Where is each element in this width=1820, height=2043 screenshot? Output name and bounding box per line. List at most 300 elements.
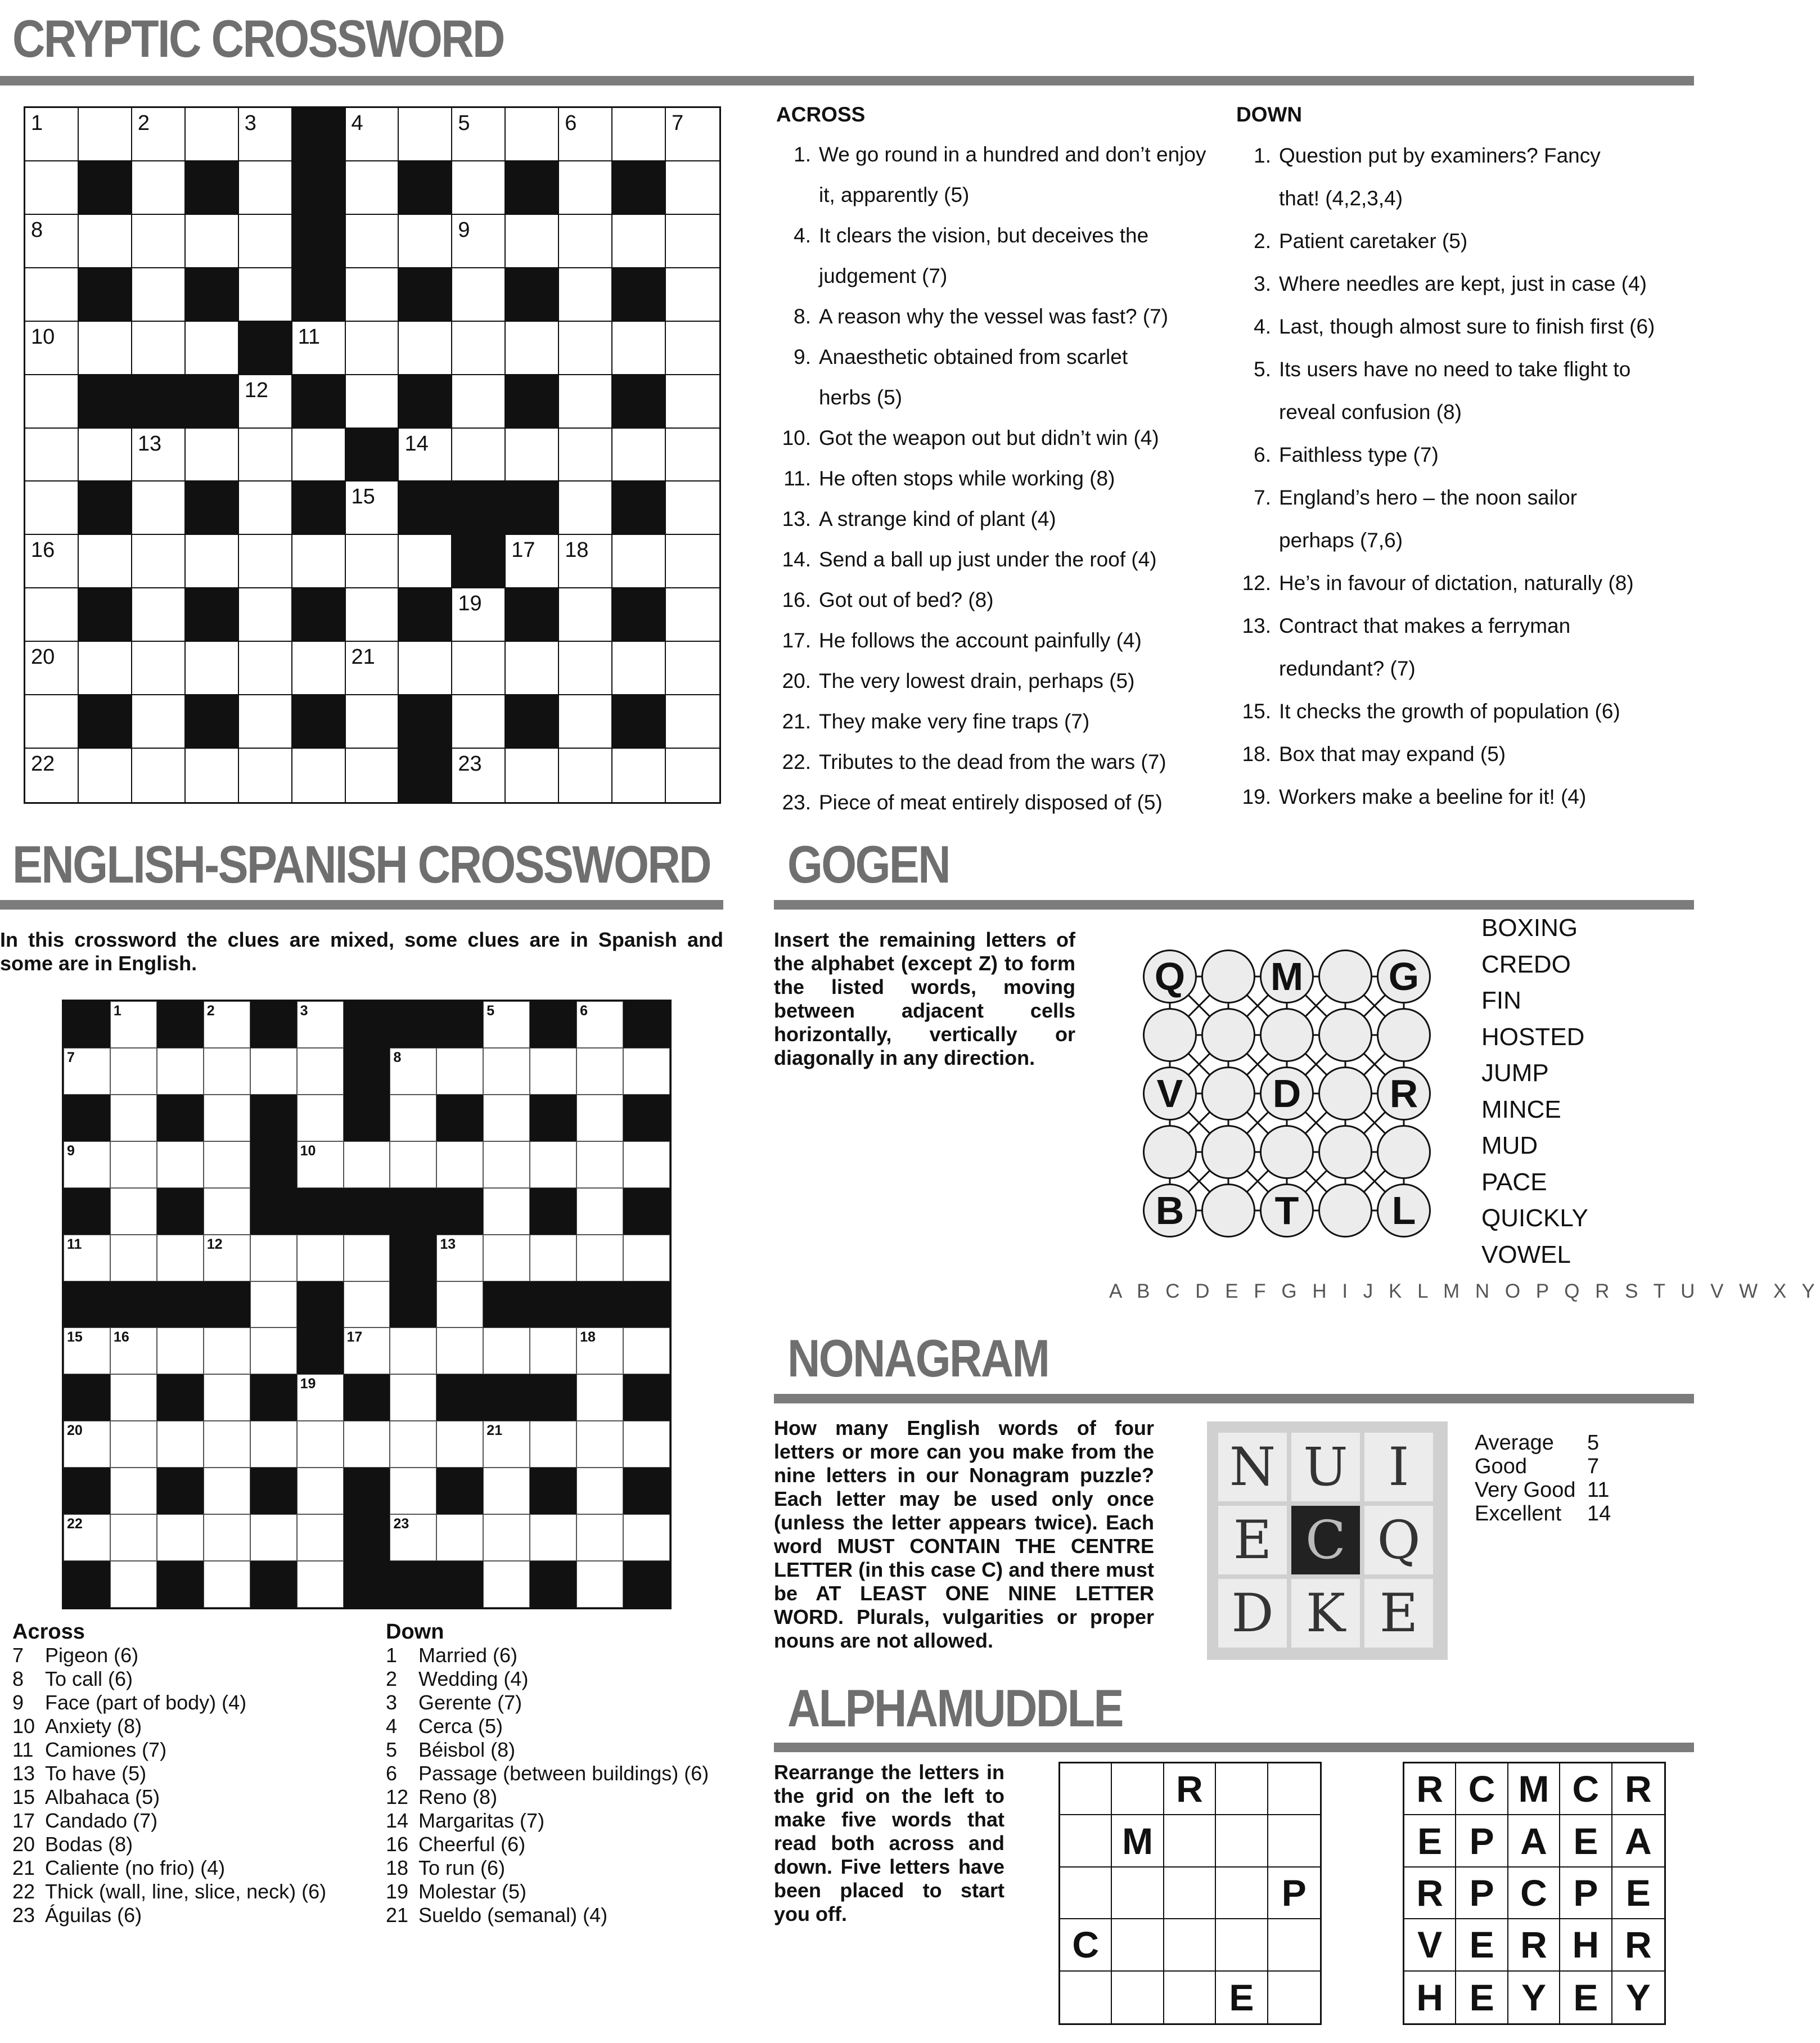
grid-cell[interactable] xyxy=(204,1421,250,1468)
grid-cell[interactable] xyxy=(346,535,399,588)
grid-cell[interactable] xyxy=(64,1421,110,1468)
grid-cell[interactable] xyxy=(110,1141,157,1188)
alphamuddle-cell[interactable]: C xyxy=(1060,1919,1112,1971)
grid-cell[interactable] xyxy=(666,375,719,429)
gogen-cell[interactable] xyxy=(1143,1125,1197,1179)
cryptic-grid[interactable] xyxy=(24,106,721,804)
alphamuddle-cell[interactable] xyxy=(1268,1763,1320,1815)
grid-cell[interactable] xyxy=(399,535,452,588)
grid-cell[interactable] xyxy=(110,1514,157,1561)
grid-cell[interactable] xyxy=(346,322,399,375)
grid-cell[interactable] xyxy=(559,535,612,588)
grid-cell[interactable] xyxy=(346,215,399,268)
grid-cell[interactable] xyxy=(452,215,506,268)
grid-cell[interactable] xyxy=(25,695,79,749)
grid-cell[interactable] xyxy=(576,1235,623,1281)
alphamuddle-cell[interactable] xyxy=(1216,1919,1268,1971)
grid-cell[interactable] xyxy=(204,1141,250,1188)
grid-cell[interactable] xyxy=(559,482,612,535)
grid-cell[interactable] xyxy=(250,1514,297,1561)
grid-cell[interactable] xyxy=(25,375,79,429)
grid-cell[interactable] xyxy=(344,1281,390,1328)
grid-cell[interactable] xyxy=(666,749,719,802)
grid-cell[interactable] xyxy=(25,268,79,322)
grid-cell[interactable] xyxy=(530,1141,576,1188)
gogen-cell[interactable]: L xyxy=(1377,1184,1431,1238)
grid-cell[interactable] xyxy=(344,1421,390,1468)
grid-cell[interactable] xyxy=(239,108,292,161)
grid-cell[interactable] xyxy=(132,535,186,588)
grid-cell[interactable] xyxy=(186,429,239,482)
grid-cell[interactable] xyxy=(666,588,719,642)
grid-cell[interactable] xyxy=(390,1468,436,1514)
grid-cell[interactable] xyxy=(436,1514,483,1561)
grid-cell[interactable] xyxy=(297,1095,344,1141)
alphamuddle-cell[interactable] xyxy=(1268,1815,1320,1867)
grid-cell[interactable] xyxy=(399,215,452,268)
grid-cell[interactable] xyxy=(346,695,399,749)
grid-cell[interactable] xyxy=(186,749,239,802)
grid-cell[interactable] xyxy=(110,1374,157,1421)
grid-cell[interactable] xyxy=(344,1328,390,1374)
grid-cell[interactable] xyxy=(132,749,186,802)
grid-cell[interactable] xyxy=(483,1421,530,1468)
grid-cell[interactable] xyxy=(399,108,452,161)
grid-cell[interactable] xyxy=(239,588,292,642)
grid-cell[interactable] xyxy=(559,588,612,642)
gogen-cell[interactable]: D xyxy=(1260,1066,1314,1120)
clue-text: Face (part of body) (4) xyxy=(45,1691,247,1714)
gogen-cell[interactable] xyxy=(1377,1125,1431,1179)
grid-cell[interactable] xyxy=(297,1514,344,1561)
grid-cell[interactable] xyxy=(623,1235,670,1281)
grid-cell[interactable] xyxy=(25,322,79,375)
grid-cell[interactable] xyxy=(297,1561,344,1608)
grid-cell[interactable] xyxy=(483,1561,530,1608)
grid-cell[interactable] xyxy=(666,429,719,482)
gogen-cell[interactable] xyxy=(1201,1184,1255,1238)
grid-cell[interactable] xyxy=(132,215,186,268)
grid-cell[interactable] xyxy=(250,1235,297,1281)
grid-cell[interactable] xyxy=(399,429,452,482)
grid-cell[interactable] xyxy=(612,215,666,268)
grid-cell[interactable] xyxy=(452,642,506,695)
grid-cell[interactable] xyxy=(186,215,239,268)
grid-cell[interactable] xyxy=(250,1421,297,1468)
grid-cell[interactable] xyxy=(79,322,132,375)
grid-cell[interactable] xyxy=(506,642,559,695)
alphamuddle-cell[interactable] xyxy=(1164,1972,1216,2023)
alphamuddle-cell[interactable] xyxy=(1216,1815,1268,1867)
black-cell xyxy=(157,1374,204,1421)
grid-cell[interactable] xyxy=(390,1514,436,1561)
grid-cell[interactable] xyxy=(79,749,132,802)
grid-cell[interactable] xyxy=(25,535,79,588)
grid-cell[interactable] xyxy=(436,1141,483,1188)
grid-cell[interactable] xyxy=(483,1328,530,1374)
grid-cell[interactable] xyxy=(623,1421,670,1468)
alphamuddle-cell[interactable] xyxy=(1164,1919,1216,1971)
gogen-cell[interactable]: R xyxy=(1377,1066,1431,1120)
grid-cell[interactable] xyxy=(623,1048,670,1095)
grid-cell[interactable] xyxy=(204,1514,250,1561)
grid-cell[interactable] xyxy=(452,588,506,642)
gogen-cell[interactable] xyxy=(1318,1008,1372,1062)
black-cell xyxy=(292,695,346,749)
grid-cell[interactable] xyxy=(132,482,186,535)
grid-cell[interactable] xyxy=(25,215,79,268)
grid-cell[interactable] xyxy=(576,1095,623,1141)
alphamuddle-cell[interactable] xyxy=(1112,1919,1164,1971)
grid-cell[interactable] xyxy=(666,535,719,588)
grid-cell[interactable] xyxy=(239,429,292,482)
grid-cell[interactable] xyxy=(506,215,559,268)
grid-cell[interactable] xyxy=(559,215,612,268)
grid-cell[interactable] xyxy=(344,1141,390,1188)
grid-cell[interactable] xyxy=(452,749,506,802)
grid-cell[interactable] xyxy=(186,108,239,161)
grid-cell[interactable] xyxy=(110,1468,157,1514)
gogen-cell[interactable]: V xyxy=(1143,1066,1197,1120)
grid-cell[interactable] xyxy=(132,268,186,322)
grid-cell[interactable] xyxy=(297,1235,344,1281)
alphamuddle-cell[interactable]: E xyxy=(1216,1972,1268,2023)
grid-cell[interactable] xyxy=(79,108,132,161)
grid-cell[interactable] xyxy=(346,749,399,802)
grid-cell[interactable] xyxy=(666,161,719,215)
grid-cell[interactable] xyxy=(436,1281,483,1328)
gogen-cell[interactable] xyxy=(1201,1125,1255,1179)
cryptic-title: CRYPTIC CROSSWORD xyxy=(12,9,504,68)
grid-cell[interactable] xyxy=(452,429,506,482)
gogen-cell[interactable] xyxy=(1201,1066,1255,1120)
alphamuddle-cell[interactable] xyxy=(1268,1919,1320,1971)
clue-text: Cheerful (6) xyxy=(418,1833,526,1856)
grid-cell[interactable] xyxy=(239,268,292,322)
grid-cell[interactable] xyxy=(297,1001,344,1048)
grid-cell[interactable] xyxy=(390,1328,436,1374)
grid-cell[interactable] xyxy=(559,749,612,802)
gogen-cell[interactable] xyxy=(1201,950,1255,1004)
grid-cell[interactable] xyxy=(25,749,79,802)
grid-cell[interactable] xyxy=(346,161,399,215)
grid-cell[interactable] xyxy=(530,1048,576,1095)
grid-cell[interactable] xyxy=(204,1374,250,1421)
grid-cell[interactable] xyxy=(576,1561,623,1608)
grid-cell[interactable] xyxy=(576,1048,623,1095)
gogen-cell[interactable] xyxy=(1201,1008,1255,1062)
grid-cell[interactable] xyxy=(576,1421,623,1468)
grid-cell[interactable] xyxy=(204,1235,250,1281)
alphamuddle-cell[interactable] xyxy=(1060,1868,1112,1919)
grid-cell[interactable] xyxy=(623,1514,670,1561)
gogen-cell[interactable] xyxy=(1143,1008,1197,1062)
grid-cell[interactable] xyxy=(559,695,612,749)
grid-cell[interactable] xyxy=(64,1328,110,1374)
grid-cell[interactable] xyxy=(483,1141,530,1188)
grid-cell[interactable] xyxy=(64,1141,110,1188)
grid-cell[interactable] xyxy=(132,642,186,695)
alphamuddle-cell[interactable]: M xyxy=(1112,1815,1164,1867)
gogen-cell[interactable] xyxy=(1377,1008,1431,1062)
gogen-cell[interactable] xyxy=(1318,1125,1372,1179)
grid-cell[interactable] xyxy=(623,1141,670,1188)
grid-cell[interactable] xyxy=(576,1374,623,1421)
grid-cell[interactable] xyxy=(483,1188,530,1235)
alphamuddle-cell[interactable] xyxy=(1216,1763,1268,1815)
gogen-cell[interactable] xyxy=(1318,1184,1372,1238)
gogen-cell[interactable] xyxy=(1260,1125,1314,1179)
grid-cell[interactable] xyxy=(25,642,79,695)
grid-cell[interactable] xyxy=(399,642,452,695)
grid-cell[interactable] xyxy=(530,1421,576,1468)
grid-cell[interactable] xyxy=(204,1468,250,1514)
grid-cell[interactable] xyxy=(666,695,719,749)
grid-cell[interactable] xyxy=(346,482,399,535)
grid-cell[interactable] xyxy=(623,1328,670,1374)
grid-cell[interactable] xyxy=(452,161,506,215)
gogen-cell[interactable]: M xyxy=(1260,950,1314,1004)
grid-cell[interactable] xyxy=(576,1141,623,1188)
grid-cell[interactable] xyxy=(559,268,612,322)
grid-cell[interactable] xyxy=(157,1328,204,1374)
grid-cell[interactable] xyxy=(132,429,186,482)
grid-cell[interactable] xyxy=(483,1001,530,1048)
grid-cell[interactable] xyxy=(79,429,132,482)
nonagram-scores xyxy=(1475,1431,1611,1526)
grid-cell[interactable] xyxy=(399,322,452,375)
grid-cell[interactable] xyxy=(204,1095,250,1141)
grid-cell[interactable] xyxy=(239,749,292,802)
grid-cell[interactable] xyxy=(344,1235,390,1281)
alphamuddle-cell[interactable] xyxy=(1164,1815,1216,1867)
grid-cell[interactable] xyxy=(292,642,346,695)
grid-cell[interactable] xyxy=(110,1188,157,1235)
grid-cell[interactable] xyxy=(297,1421,344,1468)
grid-cell[interactable] xyxy=(530,1235,576,1281)
clue-number: 2 xyxy=(386,1667,398,1690)
gogen-cell[interactable]: Q xyxy=(1143,950,1197,1004)
grid-cell[interactable] xyxy=(79,535,132,588)
grid-cell[interactable] xyxy=(239,215,292,268)
grid-cell[interactable] xyxy=(612,429,666,482)
alphamuddle-cell[interactable] xyxy=(1268,1972,1320,2023)
grid-cell[interactable] xyxy=(576,1468,623,1514)
es-grid[interactable] xyxy=(62,1000,672,1609)
grid-cell[interactable] xyxy=(239,535,292,588)
grid-cell[interactable] xyxy=(530,1514,576,1561)
grid-cell[interactable] xyxy=(292,429,346,482)
grid-cell[interactable] xyxy=(132,161,186,215)
score-value: 11 xyxy=(1587,1478,1610,1502)
grid-cell[interactable] xyxy=(186,322,239,375)
grid-cell[interactable] xyxy=(612,642,666,695)
grid-cell[interactable] xyxy=(25,588,79,642)
grid-cell[interactable] xyxy=(390,1141,436,1188)
alphamuddle-cell[interactable] xyxy=(1112,1868,1164,1919)
grid-cell[interactable] xyxy=(346,108,399,161)
grid-cell[interactable] xyxy=(239,695,292,749)
grid-cell[interactable] xyxy=(390,1095,436,1141)
grid-cell[interactable] xyxy=(132,588,186,642)
alphamuddle-cell[interactable] xyxy=(1216,1868,1268,1919)
grid-cell[interactable] xyxy=(612,322,666,375)
grid-cell[interactable] xyxy=(452,268,506,322)
grid-cell[interactable] xyxy=(132,322,186,375)
grid-cell[interactable] xyxy=(612,108,666,161)
alphamuddle-cell[interactable] xyxy=(1164,1868,1216,1919)
grid-cell[interactable] xyxy=(559,429,612,482)
grid-cell[interactable] xyxy=(79,215,132,268)
grid-cell[interactable] xyxy=(346,588,399,642)
grid-cell[interactable] xyxy=(204,1561,250,1608)
grid-cell[interactable] xyxy=(239,161,292,215)
grid-cell[interactable] xyxy=(483,1514,530,1561)
grid-cell[interactable] xyxy=(25,429,79,482)
grid-cell[interactable] xyxy=(346,268,399,322)
grid-cell[interactable] xyxy=(666,268,719,322)
grid-cell[interactable] xyxy=(25,161,79,215)
nonagram-centre-cell: C xyxy=(1291,1506,1360,1574)
grid-cell[interactable] xyxy=(110,1328,157,1374)
grid-cell[interactable] xyxy=(483,1468,530,1514)
grid-cell[interactable] xyxy=(186,535,239,588)
grid-cell[interactable] xyxy=(186,642,239,695)
grid-cell[interactable] xyxy=(390,1421,436,1468)
grid-cell[interactable] xyxy=(612,535,666,588)
grid-cell[interactable] xyxy=(157,1141,204,1188)
grid-cell[interactable] xyxy=(612,749,666,802)
grid-cell[interactable] xyxy=(452,375,506,429)
grid-cell[interactable] xyxy=(346,642,399,695)
gogen-cell[interactable]: B xyxy=(1143,1184,1197,1238)
grid-cell[interactable] xyxy=(250,1048,297,1095)
grid-cell[interactable] xyxy=(110,1421,157,1468)
grid-cell[interactable] xyxy=(64,1048,110,1095)
alphamuddle-cell[interactable]: R xyxy=(1164,1763,1216,1815)
grid-cell[interactable] xyxy=(559,161,612,215)
grid-cell[interactable] xyxy=(79,642,132,695)
grid-cell[interactable] xyxy=(390,1048,436,1095)
grid-cell[interactable] xyxy=(132,695,186,749)
alphamuddle-cell: R xyxy=(1612,1763,1664,1815)
alphamuddle-cell[interactable] xyxy=(1112,1763,1164,1815)
grid-cell[interactable] xyxy=(506,749,559,802)
grid-cell[interactable] xyxy=(110,1235,157,1281)
grid-cell[interactable] xyxy=(157,1514,204,1561)
grid-cell[interactable] xyxy=(346,375,399,429)
grid-cell[interactable] xyxy=(292,322,346,375)
grid-cell[interactable] xyxy=(297,1048,344,1095)
grid-cell[interactable] xyxy=(110,1561,157,1608)
grid-cell[interactable] xyxy=(559,322,612,375)
gogen-cell[interactable] xyxy=(1318,1066,1372,1120)
grid-cell[interactable] xyxy=(576,1514,623,1561)
grid-cell[interactable] xyxy=(110,1095,157,1141)
grid-cell[interactable] xyxy=(483,1235,530,1281)
alphamuddle-cell[interactable] xyxy=(1060,1763,1112,1815)
grid-cell[interactable] xyxy=(297,1374,344,1421)
grid-cell[interactable] xyxy=(132,108,186,161)
grid-cell[interactable] xyxy=(250,1328,297,1374)
grid-cell[interactable] xyxy=(64,1235,110,1281)
grid-cell[interactable] xyxy=(452,695,506,749)
grid-cell[interactable] xyxy=(559,375,612,429)
grid-cell[interactable] xyxy=(666,108,719,161)
clue-text: A reason why the vessel was fast? (7) xyxy=(819,305,1169,328)
grid-cell[interactable] xyxy=(239,642,292,695)
grid-cell[interactable] xyxy=(157,1048,204,1095)
gogen-cell[interactable]: G xyxy=(1377,950,1431,1004)
gogen-cell[interactable] xyxy=(1318,950,1372,1004)
grid-cell[interactable] xyxy=(576,1328,623,1374)
grid-cell[interactable] xyxy=(483,1048,530,1095)
grid-cell[interactable] xyxy=(666,642,719,695)
grid-cell[interactable] xyxy=(506,429,559,482)
grid-cell[interactable] xyxy=(666,215,719,268)
grid-cell[interactable] xyxy=(297,1141,344,1188)
grid-cell[interactable] xyxy=(452,322,506,375)
grid-cell[interactable] xyxy=(436,1048,483,1095)
grid-cell[interactable] xyxy=(666,482,719,535)
grid-cell[interactable] xyxy=(506,322,559,375)
grid-cell[interactable] xyxy=(250,1281,297,1328)
grid-cell[interactable] xyxy=(25,108,79,161)
grid-cell[interactable] xyxy=(666,322,719,375)
grid-cell[interactable] xyxy=(292,535,346,588)
grid-cell[interactable] xyxy=(506,108,559,161)
grid-cell[interactable] xyxy=(436,1421,483,1468)
gogen-cell[interactable]: T xyxy=(1260,1184,1314,1238)
grid-cell[interactable] xyxy=(157,1235,204,1281)
grid-cell[interactable] xyxy=(204,1001,250,1048)
clue-text: Margaritas (7) xyxy=(418,1809,545,1832)
grid-cell[interactable] xyxy=(576,1188,623,1235)
score-row xyxy=(1475,1478,1611,1502)
gogen-cell[interactable] xyxy=(1260,1008,1314,1062)
grid-cell[interactable] xyxy=(559,642,612,695)
alphamuddle-cell[interactable]: P xyxy=(1268,1868,1320,1919)
alphamuddle-cell[interactable] xyxy=(1060,1815,1112,1867)
grid-cell[interactable] xyxy=(292,749,346,802)
grid-cell[interactable] xyxy=(390,1374,436,1421)
grid-cell[interactable] xyxy=(110,1048,157,1095)
grid-cell[interactable] xyxy=(530,1328,576,1374)
grid-cell[interactable] xyxy=(204,1048,250,1095)
grid-cell[interactable] xyxy=(297,1468,344,1514)
alphamuddle-answer-grid[interactable] xyxy=(1058,1762,1322,2025)
grid-cell[interactable] xyxy=(452,108,506,161)
grid-cell[interactable] xyxy=(483,1095,530,1141)
grid-cell[interactable] xyxy=(157,1421,204,1468)
grid-cell[interactable] xyxy=(204,1188,250,1235)
clue-number: 15 xyxy=(67,1329,83,1346)
grid-cell[interactable] xyxy=(204,1328,250,1374)
grid-cell[interactable] xyxy=(559,108,612,161)
grid-cell[interactable] xyxy=(576,1001,623,1048)
grid-cell[interactable] xyxy=(506,535,559,588)
grid-cell[interactable] xyxy=(436,1328,483,1374)
grid-cell[interactable] xyxy=(239,482,292,535)
alphamuddle-cell[interactable] xyxy=(1060,1972,1112,2023)
nonagram-grid[interactable] xyxy=(1207,1421,1448,1660)
grid-cell[interactable] xyxy=(64,1514,110,1561)
alphamuddle-cell[interactable] xyxy=(1112,1972,1164,2023)
grid-cell[interactable] xyxy=(239,375,292,429)
grid-cell[interactable] xyxy=(25,482,79,535)
grid-cell[interactable] xyxy=(436,1235,483,1281)
grid-cell[interactable] xyxy=(110,1001,157,1048)
